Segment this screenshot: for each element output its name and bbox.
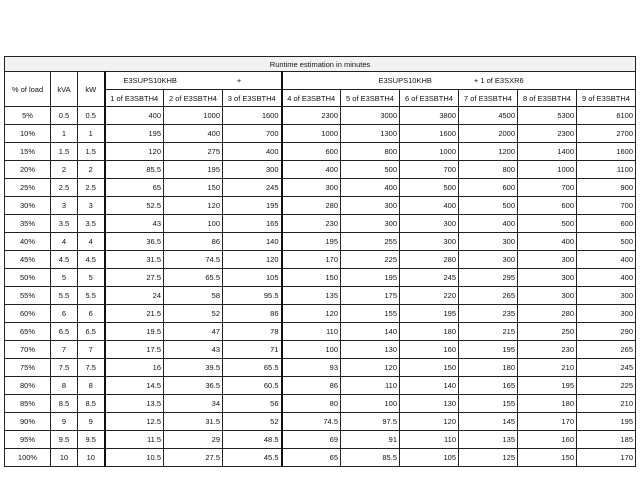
runtime-cell: 700 bbox=[400, 161, 459, 179]
runtime-cell: 300 bbox=[518, 287, 577, 305]
subheader-cell: 2 of E3SBTH4 bbox=[164, 90, 223, 107]
runtime-cell: 300 bbox=[400, 233, 459, 251]
runtime-cell: 800 bbox=[341, 143, 400, 161]
runtime-cell: 120 bbox=[105, 143, 164, 161]
runtime-cell: 195 bbox=[518, 377, 577, 395]
header-kva: kVA bbox=[51, 72, 78, 107]
group1-plus: + bbox=[236, 76, 242, 85]
runtime-cell: 74.5 bbox=[164, 251, 223, 269]
kw-cell: 4 bbox=[78, 233, 105, 251]
runtime-cell: 500 bbox=[577, 233, 636, 251]
runtime-cell: 105 bbox=[223, 269, 282, 287]
runtime-cell: 1000 bbox=[400, 143, 459, 161]
runtime-cell: 14.5 bbox=[105, 377, 164, 395]
kva-cell: 1.5 bbox=[51, 143, 78, 161]
runtime-cell: 43 bbox=[164, 341, 223, 359]
table-row bbox=[5, 287, 636, 305]
runtime-cell: 300 bbox=[518, 251, 577, 269]
runtime-cell: 400 bbox=[400, 197, 459, 215]
table-row bbox=[5, 431, 636, 449]
runtime-cell: 130 bbox=[341, 341, 400, 359]
runtime-cell: 85.5 bbox=[105, 161, 164, 179]
runtime-cell: 400 bbox=[164, 125, 223, 143]
runtime-cell: 2300 bbox=[518, 125, 577, 143]
runtime-cell: 120 bbox=[341, 359, 400, 377]
runtime-cell: 29 bbox=[164, 431, 223, 449]
runtime-cell: 125 bbox=[459, 449, 518, 467]
runtime-cell: 17.5 bbox=[105, 341, 164, 359]
runtime-cell: 86 bbox=[223, 305, 282, 323]
header-load: % of load bbox=[5, 72, 51, 107]
table-row bbox=[5, 125, 636, 143]
kva-cell: 9 bbox=[51, 413, 78, 431]
load-cell: 90% bbox=[5, 413, 51, 431]
runtime-cell: 86 bbox=[164, 233, 223, 251]
runtime-cell: 65 bbox=[105, 179, 164, 197]
runtime-cell: 19.5 bbox=[105, 323, 164, 341]
subheader-cell: 8 of E3SBTH4 bbox=[518, 90, 577, 107]
runtime-cell: 275 bbox=[164, 143, 223, 161]
runtime-cell: 300 bbox=[223, 161, 282, 179]
runtime-cell: 71 bbox=[223, 341, 282, 359]
runtime-cell: 52.5 bbox=[105, 197, 164, 215]
runtime-cell: 56 bbox=[223, 395, 282, 413]
runtime-cell: 195 bbox=[459, 341, 518, 359]
runtime-cell: 800 bbox=[459, 161, 518, 179]
runtime-cell: 52 bbox=[223, 413, 282, 431]
load-cell: 10% bbox=[5, 125, 51, 143]
runtime-cell: 2300 bbox=[282, 107, 341, 125]
kva-cell: 8 bbox=[51, 377, 78, 395]
kva-cell: 3.5 bbox=[51, 215, 78, 233]
runtime-cell: 500 bbox=[459, 197, 518, 215]
runtime-cell: 400 bbox=[577, 269, 636, 287]
runtime-cell: 300 bbox=[518, 269, 577, 287]
runtime-cell: 105 bbox=[400, 449, 459, 467]
runtime-cell: 185 bbox=[577, 431, 636, 449]
runtime-cell: 140 bbox=[223, 233, 282, 251]
runtime-cell: 195 bbox=[341, 269, 400, 287]
kva-cell: 7.5 bbox=[51, 359, 78, 377]
kw-cell: 5.5 bbox=[78, 287, 105, 305]
runtime-cell: 230 bbox=[518, 341, 577, 359]
subheader-cell: 1 of E3SBTH4 bbox=[105, 90, 164, 107]
runtime-cell: 500 bbox=[518, 215, 577, 233]
runtime-cell: 155 bbox=[459, 395, 518, 413]
load-cell: 35% bbox=[5, 215, 51, 233]
subheader-cell: 9 of E3SBTH4 bbox=[577, 90, 636, 107]
runtime-cell: 255 bbox=[341, 233, 400, 251]
kva-cell: 10 bbox=[51, 449, 78, 467]
runtime-cell: 600 bbox=[577, 215, 636, 233]
kw-cell: 3 bbox=[78, 197, 105, 215]
runtime-cell: 300 bbox=[400, 215, 459, 233]
runtime-cell: 265 bbox=[577, 341, 636, 359]
table-row bbox=[5, 395, 636, 413]
table-row bbox=[5, 179, 636, 197]
runtime-cell: 47 bbox=[164, 323, 223, 341]
load-cell: 40% bbox=[5, 233, 51, 251]
runtime-cell: 600 bbox=[518, 197, 577, 215]
kva-cell: 5.5 bbox=[51, 287, 78, 305]
runtime-cell: 400 bbox=[223, 143, 282, 161]
runtime-cell: 215 bbox=[459, 323, 518, 341]
runtime-cell: 300 bbox=[341, 215, 400, 233]
runtime-cell: 180 bbox=[459, 359, 518, 377]
runtime-cell: 400 bbox=[341, 179, 400, 197]
load-cell: 5% bbox=[5, 107, 51, 125]
runtime-cell: 52 bbox=[164, 305, 223, 323]
runtime-cell: 195 bbox=[223, 197, 282, 215]
runtime-cell: 245 bbox=[577, 359, 636, 377]
runtime-cell: 150 bbox=[164, 179, 223, 197]
runtime-cell: 195 bbox=[577, 413, 636, 431]
table-row bbox=[5, 323, 636, 341]
kw-cell: 8.5 bbox=[78, 395, 105, 413]
group1-model: E3SUPS10KHB bbox=[123, 76, 177, 85]
runtime-cell: 120 bbox=[400, 413, 459, 431]
runtime-cell: 300 bbox=[459, 233, 518, 251]
kva-cell: 0.5 bbox=[51, 107, 78, 125]
runtime-cell: 39.5 bbox=[164, 359, 223, 377]
load-cell: 85% bbox=[5, 395, 51, 413]
runtime-cell: 86 bbox=[282, 377, 341, 395]
table-row bbox=[5, 449, 636, 467]
kw-cell: 6 bbox=[78, 305, 105, 323]
runtime-cell: 69 bbox=[282, 431, 341, 449]
runtime-cell: 140 bbox=[341, 323, 400, 341]
group2-suffix: + 1 of E3SXR6 bbox=[473, 76, 524, 85]
header-kw: kW bbox=[78, 72, 105, 107]
runtime-cell: 225 bbox=[341, 251, 400, 269]
runtime-cell: 1100 bbox=[577, 161, 636, 179]
runtime-cell: 3000 bbox=[341, 107, 400, 125]
runtime-cell: 300 bbox=[459, 251, 518, 269]
runtime-cell: 130 bbox=[400, 395, 459, 413]
runtime-cell: 1600 bbox=[577, 143, 636, 161]
table-row bbox=[5, 161, 636, 179]
group2-model: E3SUPS10KHB bbox=[378, 76, 432, 85]
runtime-cell: 700 bbox=[223, 125, 282, 143]
runtime-cell: 280 bbox=[400, 251, 459, 269]
load-cell: 70% bbox=[5, 341, 51, 359]
load-cell: 65% bbox=[5, 323, 51, 341]
runtime-cell: 135 bbox=[459, 431, 518, 449]
runtime-cell: 100 bbox=[282, 341, 341, 359]
kw-cell: 9.5 bbox=[78, 431, 105, 449]
runtime-cell: 280 bbox=[518, 305, 577, 323]
kw-cell: 2.5 bbox=[78, 179, 105, 197]
kva-cell: 8.5 bbox=[51, 395, 78, 413]
runtime-cell: 85.5 bbox=[341, 449, 400, 467]
runtime-cell: 10.5 bbox=[105, 449, 164, 467]
runtime-cell: 45.5 bbox=[223, 449, 282, 467]
subheader-cell: 7 of E3SBTH4 bbox=[459, 90, 518, 107]
runtime-cell: 160 bbox=[518, 431, 577, 449]
kw-cell: 3.5 bbox=[78, 215, 105, 233]
runtime-cell: 1400 bbox=[518, 143, 577, 161]
runtime-cell: 700 bbox=[577, 197, 636, 215]
runtime-cell: 300 bbox=[577, 305, 636, 323]
load-cell: 30% bbox=[5, 197, 51, 215]
load-cell: 55% bbox=[5, 287, 51, 305]
load-cell: 100% bbox=[5, 449, 51, 467]
runtime-cell: 6100 bbox=[577, 107, 636, 125]
kva-cell: 4.5 bbox=[51, 251, 78, 269]
runtime-cell: 100 bbox=[341, 395, 400, 413]
runtime-cell: 140 bbox=[400, 377, 459, 395]
kva-cell: 3 bbox=[51, 197, 78, 215]
runtime-cell: 36.5 bbox=[164, 377, 223, 395]
runtime-cell: 97.5 bbox=[341, 413, 400, 431]
runtime-cell: 600 bbox=[459, 179, 518, 197]
runtime-cell: 165 bbox=[223, 215, 282, 233]
runtime-cell: 43 bbox=[105, 215, 164, 233]
runtime-cell: 120 bbox=[223, 251, 282, 269]
kw-cell: 7 bbox=[78, 341, 105, 359]
runtime-cell: 170 bbox=[282, 251, 341, 269]
runtime-cell: 65 bbox=[282, 449, 341, 467]
runtime-cell: 1600 bbox=[400, 125, 459, 143]
runtime-cell: 1000 bbox=[282, 125, 341, 143]
runtime-cell: 600 bbox=[282, 143, 341, 161]
runtime-cell: 13.5 bbox=[105, 395, 164, 413]
runtime-cell: 295 bbox=[459, 269, 518, 287]
table-row bbox=[5, 107, 636, 125]
kw-cell: 5 bbox=[78, 269, 105, 287]
runtime-cell: 210 bbox=[518, 359, 577, 377]
runtime-cell: 300 bbox=[341, 197, 400, 215]
runtime-cell: 400 bbox=[577, 251, 636, 269]
load-cell: 20% bbox=[5, 161, 51, 179]
kw-cell: 2 bbox=[78, 161, 105, 179]
runtime-cell: 150 bbox=[400, 359, 459, 377]
runtime-cell: 11.5 bbox=[105, 431, 164, 449]
subheader-cell: 6 of E3SBTH4 bbox=[400, 90, 459, 107]
runtime-table-container bbox=[4, 56, 635, 467]
runtime-cell: 3800 bbox=[400, 107, 459, 125]
runtime-cell: 5300 bbox=[518, 107, 577, 125]
load-cell: 95% bbox=[5, 431, 51, 449]
runtime-cell: 160 bbox=[400, 341, 459, 359]
runtime-cell: 27.5 bbox=[105, 269, 164, 287]
load-cell: 80% bbox=[5, 377, 51, 395]
runtime-cell: 280 bbox=[282, 197, 341, 215]
runtime-cell: 195 bbox=[105, 125, 164, 143]
runtime-cell: 34 bbox=[164, 395, 223, 413]
table-row bbox=[5, 341, 636, 359]
runtime-cell: 1000 bbox=[518, 161, 577, 179]
runtime-cell: 195 bbox=[282, 233, 341, 251]
runtime-cell: 210 bbox=[577, 395, 636, 413]
runtime-cell: 250 bbox=[518, 323, 577, 341]
load-cell: 45% bbox=[5, 251, 51, 269]
runtime-cell: 2000 bbox=[459, 125, 518, 143]
load-cell: 75% bbox=[5, 359, 51, 377]
runtime-cell: 300 bbox=[282, 179, 341, 197]
table-row bbox=[5, 215, 636, 233]
runtime-cell: 24 bbox=[105, 287, 164, 305]
table-row bbox=[5, 143, 636, 161]
kva-cell: 2.5 bbox=[51, 179, 78, 197]
runtime-cell: 900 bbox=[577, 179, 636, 197]
runtime-cell: 400 bbox=[282, 161, 341, 179]
runtime-cell: 245 bbox=[400, 269, 459, 287]
runtime-cell: 265 bbox=[459, 287, 518, 305]
runtime-cell: 65.5 bbox=[223, 359, 282, 377]
runtime-cell: 1300 bbox=[341, 125, 400, 143]
runtime-cell: 12.5 bbox=[105, 413, 164, 431]
table-row bbox=[5, 269, 636, 287]
runtime-cell: 58 bbox=[164, 287, 223, 305]
runtime-cell: 400 bbox=[459, 215, 518, 233]
load-cell: 15% bbox=[5, 143, 51, 161]
runtime-cell: 135 bbox=[282, 287, 341, 305]
runtime-cell: 150 bbox=[282, 269, 341, 287]
runtime-cell: 100 bbox=[164, 215, 223, 233]
runtime-cell: 150 bbox=[518, 449, 577, 467]
runtime-cell: 31.5 bbox=[105, 251, 164, 269]
runtime-cell: 500 bbox=[400, 179, 459, 197]
runtime-cell: 220 bbox=[400, 287, 459, 305]
runtime-cell: 300 bbox=[577, 287, 636, 305]
runtime-cell: 1600 bbox=[223, 107, 282, 125]
runtime-cell: 155 bbox=[341, 305, 400, 323]
runtime-cell: 235 bbox=[459, 305, 518, 323]
runtime-cell: 230 bbox=[282, 215, 341, 233]
kva-cell: 9.5 bbox=[51, 431, 78, 449]
table-row bbox=[5, 251, 636, 269]
table-title: Runtime estimation in minutes bbox=[5, 57, 636, 72]
group1-header bbox=[105, 72, 282, 90]
kw-cell: 4.5 bbox=[78, 251, 105, 269]
runtime-cell: 27.5 bbox=[164, 449, 223, 467]
kva-cell: 2 bbox=[51, 161, 78, 179]
runtime-cell: 195 bbox=[164, 161, 223, 179]
table-row bbox=[5, 197, 636, 215]
table-row bbox=[5, 377, 636, 395]
runtime-cell: 91 bbox=[341, 431, 400, 449]
runtime-cell: 1200 bbox=[459, 143, 518, 161]
runtime-cell: 93 bbox=[282, 359, 341, 377]
runtime-cell: 290 bbox=[577, 323, 636, 341]
load-cell: 50% bbox=[5, 269, 51, 287]
table-body bbox=[5, 107, 636, 467]
table-row bbox=[5, 359, 636, 377]
runtime-cell: 170 bbox=[518, 413, 577, 431]
runtime-cell: 700 bbox=[518, 179, 577, 197]
kva-cell: 6.5 bbox=[51, 323, 78, 341]
runtime-table bbox=[4, 56, 636, 467]
runtime-cell: 195 bbox=[400, 305, 459, 323]
runtime-cell: 110 bbox=[341, 377, 400, 395]
runtime-cell: 16 bbox=[105, 359, 164, 377]
runtime-cell: 2700 bbox=[577, 125, 636, 143]
kw-cell: 0.5 bbox=[78, 107, 105, 125]
table-row bbox=[5, 413, 636, 431]
runtime-cell: 245 bbox=[223, 179, 282, 197]
runtime-cell: 1000 bbox=[164, 107, 223, 125]
runtime-cell: 225 bbox=[577, 377, 636, 395]
kw-cell: 1.5 bbox=[78, 143, 105, 161]
subheader-cell: 5 of E3SBTH4 bbox=[341, 90, 400, 107]
runtime-cell: 21.5 bbox=[105, 305, 164, 323]
runtime-cell: 110 bbox=[282, 323, 341, 341]
subheader-cell: 3 of E3SBTH4 bbox=[223, 90, 282, 107]
runtime-cell: 31.5 bbox=[164, 413, 223, 431]
kw-cell: 7.5 bbox=[78, 359, 105, 377]
runtime-cell: 400 bbox=[518, 233, 577, 251]
kw-cell: 9 bbox=[78, 413, 105, 431]
runtime-cell: 110 bbox=[400, 431, 459, 449]
runtime-cell: 65.5 bbox=[164, 269, 223, 287]
kw-cell: 10 bbox=[78, 449, 105, 467]
runtime-cell: 165 bbox=[459, 377, 518, 395]
runtime-cell: 400 bbox=[105, 107, 164, 125]
runtime-cell: 500 bbox=[341, 161, 400, 179]
load-cell: 25% bbox=[5, 179, 51, 197]
runtime-cell: 74.5 bbox=[282, 413, 341, 431]
runtime-cell: 36.5 bbox=[105, 233, 164, 251]
table-row bbox=[5, 305, 636, 323]
runtime-cell: 120 bbox=[164, 197, 223, 215]
runtime-cell: 170 bbox=[577, 449, 636, 467]
kva-cell: 1 bbox=[51, 125, 78, 143]
runtime-cell: 120 bbox=[282, 305, 341, 323]
runtime-cell: 145 bbox=[459, 413, 518, 431]
subheader-cell: 4 of E3SBTH4 bbox=[282, 90, 341, 107]
runtime-cell: 48.5 bbox=[223, 431, 282, 449]
runtime-cell: 78 bbox=[223, 323, 282, 341]
kva-cell: 4 bbox=[51, 233, 78, 251]
kw-cell: 1 bbox=[78, 125, 105, 143]
kva-cell: 7 bbox=[51, 341, 78, 359]
group2-header bbox=[282, 72, 636, 90]
runtime-cell: 180 bbox=[400, 323, 459, 341]
kva-cell: 5 bbox=[51, 269, 78, 287]
runtime-cell: 60.5 bbox=[223, 377, 282, 395]
runtime-cell: 175 bbox=[341, 287, 400, 305]
kw-cell: 6.5 bbox=[78, 323, 105, 341]
runtime-cell: 180 bbox=[518, 395, 577, 413]
load-cell: 60% bbox=[5, 305, 51, 323]
runtime-cell: 95.5 bbox=[223, 287, 282, 305]
runtime-cell: 4500 bbox=[459, 107, 518, 125]
runtime-cell: 80 bbox=[282, 395, 341, 413]
table-row bbox=[5, 233, 636, 251]
kw-cell: 8 bbox=[78, 377, 105, 395]
kva-cell: 6 bbox=[51, 305, 78, 323]
